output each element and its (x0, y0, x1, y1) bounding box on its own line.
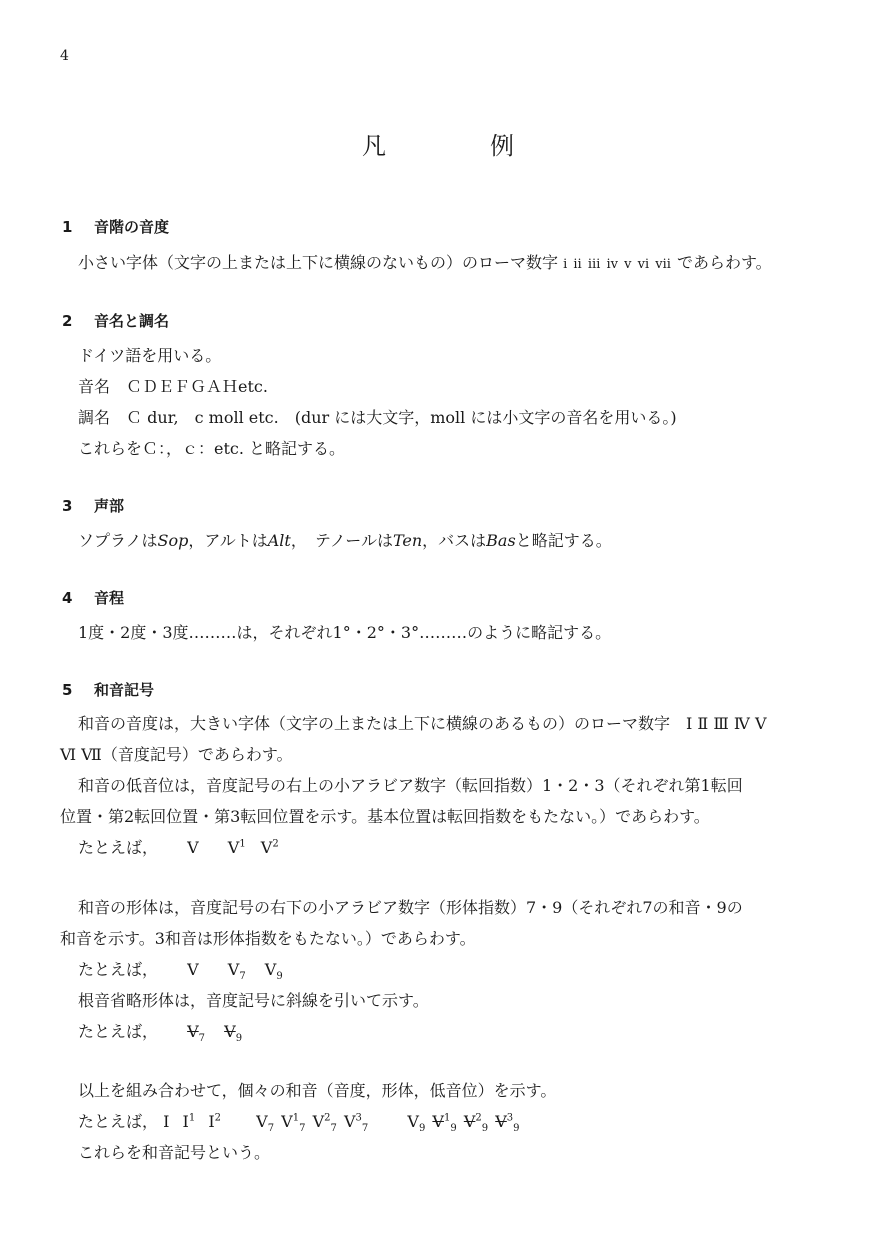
text-line: 位置・第2転回位置・第3転回位置を示す。基本位置は転回指数をもたない。）であらわす。 (60, 807, 710, 826)
example-root-omitted (78, 1019, 242, 1044)
abbr-ten: Ten (392, 531, 423, 550)
chord-symbol: Ⅰ (163, 1112, 170, 1131)
chord-symbol: Ⅴ$^1_7$ (281, 1112, 306, 1135)
example-form (78, 957, 283, 982)
section-1-heading (62, 216, 169, 237)
small-roman-numerals: ⅰ ⅱ ⅲ ⅳ ⅴ ⅵ ⅶ (563, 257, 672, 272)
text-line: Ⅵ Ⅶ（音度記号）であらわす。 (60, 745, 293, 764)
section-4-heading (62, 587, 124, 608)
chord-symbol: $Ⅴ_9$ (224, 1022, 243, 1045)
section-number: 4 (62, 589, 73, 607)
section-number: 3 (62, 497, 73, 515)
example-inversion (78, 835, 279, 858)
page-number: 4 (60, 48, 69, 64)
text-line: ドイツ語を用いる。 (78, 346, 222, 365)
section-number: 2 (62, 312, 73, 330)
chord-symbol: $Ⅴ_7$ (187, 1022, 206, 1045)
text-line: 和音の音度は，大きい字体（文字の上または上下に横線のあるもの）のローマ数字 Ⅰ Ⅱ Ⅲ Ⅳ Ⅴ (78, 714, 767, 733)
section-5-heading (62, 679, 154, 700)
section-3-text (78, 528, 612, 551)
chord-symbol: Ⅰ$^1$ (182, 1112, 196, 1131)
chord-symbol: Ⅴ$^2_9$ (463, 1112, 489, 1135)
text-run: たとえば， (78, 960, 159, 979)
text-run: 小さい字体（文字の上または上下に横線のないもの）のローマ数字 (78, 253, 559, 272)
text-line: これらを和音記号という。 (78, 1143, 271, 1162)
chord-symbol: Ⅴ$^3_7$ (343, 1112, 369, 1135)
page-title: 凡 例 (362, 132, 554, 160)
chord-symbol: Ⅴ$^1$ (227, 838, 246, 857)
text-line: 以上を組み合わせて，個々の和音（音度，形体，低音位）を示す。 (78, 1081, 557, 1100)
section-title: 和音記号 (94, 681, 155, 699)
abbr-bas: Bas (486, 531, 516, 550)
text-run: たとえば， (78, 1112, 159, 1131)
section-title: 声部 (94, 497, 125, 515)
abbr-alt: Alt (267, 531, 291, 550)
abbr-sop: Sop (157, 531, 189, 550)
text-line: 和音の低音位は，音度記号の右上の小アラビア数字（転回指数）1・2・3（それぞれ第1転回 (78, 776, 743, 795)
chord-symbol: $Ⅴ_7$ (227, 960, 246, 983)
text-line: 音名 ＣＤＥＦＧＡＨetc. (78, 377, 268, 396)
section-number: 1 (62, 218, 73, 236)
chord-symbol: Ⅴ$^2$ (260, 838, 279, 857)
text-run: ，バスは (422, 531, 487, 550)
text-line: 根音省略形体は，音度記号に斜線を引いて示す。 (78, 991, 429, 1010)
chord-symbol: Ⅴ (187, 838, 199, 857)
text-line: 和音を示す。3和音は形体指数をもたない。）であらわす。 (60, 929, 476, 948)
chord-symbol: $Ⅴ_7$ (256, 1112, 275, 1135)
chord-symbol: Ⅰ$^2$ (208, 1112, 222, 1131)
text-run: ，アルトは (188, 531, 268, 550)
text-line: 1度・2度・3度………は，それぞれ1°・2°・3°………のように略記する。 (78, 623, 612, 642)
text-run: ， テノールは (290, 531, 393, 550)
section-number: 5 (62, 681, 73, 699)
text-line: 和音の形体は，音度記号の右下の小アラビア数字（形体指数）7・9（それぞれ7の和音・9の (78, 898, 743, 917)
section-title: 音階の音度 (94, 218, 170, 236)
text-run: たとえば， (78, 838, 159, 857)
section-title: 音程 (94, 589, 125, 607)
section-2-heading (62, 310, 169, 331)
chord-symbol: Ⅴ$^3_9$ (495, 1112, 520, 1135)
example-combined (78, 1109, 520, 1134)
text-run: であらわす。 (676, 253, 772, 272)
text-line: 調名 Ｃ dur, c moll etc. (dur には大文字，moll には小文字の音名を用いる。) (78, 408, 677, 427)
chord-symbol: $Ⅴ_9$ (264, 960, 283, 983)
text-run: たとえば， (78, 1022, 159, 1041)
section-3-heading (62, 495, 124, 516)
chord-symbol: Ⅴ$^1_9$ (432, 1112, 457, 1135)
chord-symbol: Ⅴ$^2_7$ (312, 1112, 337, 1135)
chord-symbol: Ⅴ (187, 960, 199, 979)
section-1-text (78, 250, 772, 273)
chord-symbol: $Ⅴ_9$ (407, 1112, 426, 1135)
text-run: と略記する。 (515, 531, 612, 550)
section-title: 音名と調名 (94, 312, 170, 330)
text-run: ソプラノは (78, 531, 158, 550)
text-line: これらをＣ：，ｃ：etc. と略記する。 (78, 439, 346, 458)
